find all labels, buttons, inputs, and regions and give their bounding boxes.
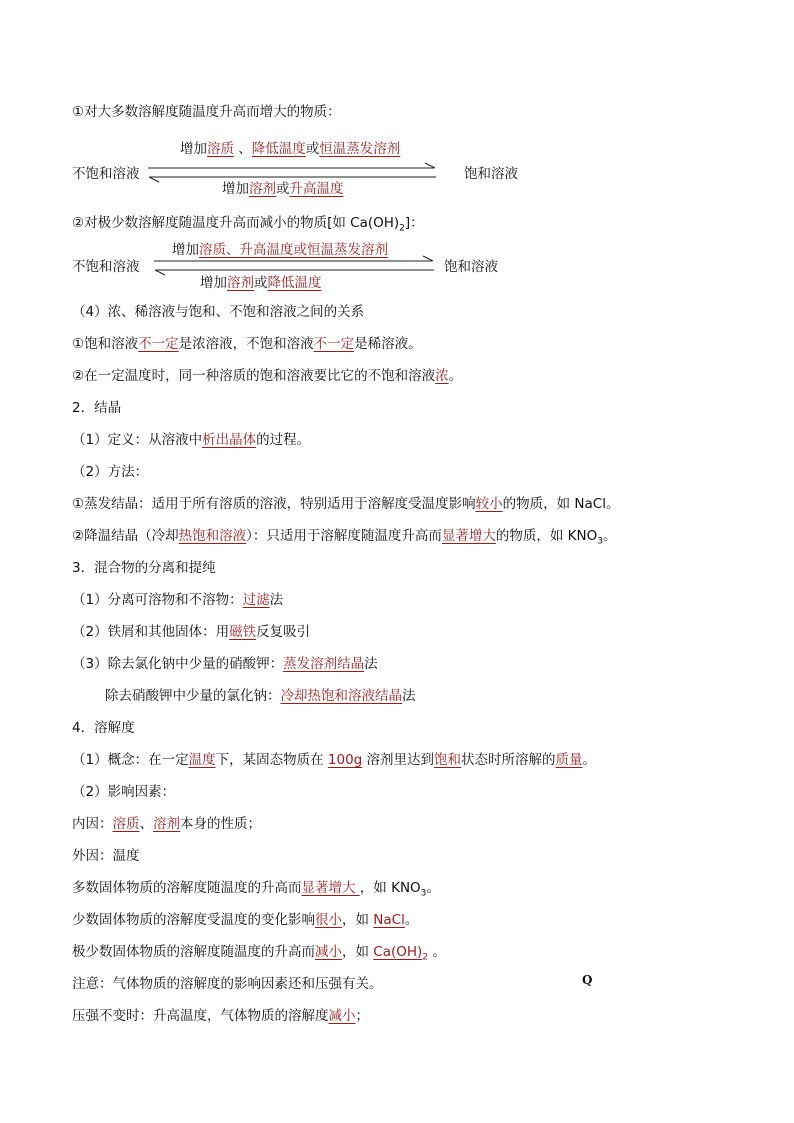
- diagram2-right-label: 饱和溶液: [444, 259, 498, 275]
- relation-line-2: ②在一定温度时，同一种溶质的饱和溶液要比它的不饱和溶液浓。: [72, 368, 463, 384]
- section-separation-title: 3．混合物的分离和提纯: [72, 560, 216, 576]
- separation-item-2: （2）铁屑和其他固体：用磁铁反复吸引: [72, 624, 311, 640]
- crystal-method-title: （2）方法：: [72, 464, 149, 480]
- separation-item-1: （1）分离可溶物和不溶物：过滤法: [72, 592, 284, 608]
- relation-line-1: ①饱和溶液不一定是浓溶液，不饱和溶液不一定是稀溶液。: [72, 336, 422, 352]
- separation-item-3: （3）除去氯化钠中少量的硝酸钾：蒸发溶剂结晶法: [72, 656, 378, 672]
- solubility-gas-note: 注意：气体物质的溶解度的影响因素还和压强有关。: [72, 976, 383, 992]
- relation-title: （4）浓、稀溶液与饱和、不饱和溶液之间的关系: [72, 304, 365, 320]
- crystal-method-2: ②降温结晶（冷却热饱和溶液）：只适用于溶解度随温度升高而显著增大的物质，如 $KNO_3$。: [72, 528, 617, 547]
- diagram2-heading: ②对极少数溶解度随温度升高而减小的物质[如 $Ca(OH)_2$]：: [72, 215, 424, 234]
- solubility-concept: （1）概念：在一定温度下，某固态物质在 100g 溶剂里达到饱和状态时所溶解的质量。: [72, 752, 597, 768]
- diagram1-reverse-label: 增加溶剂或升高温度: [222, 181, 344, 197]
- section-solubility-title: 4．溶解度: [72, 720, 135, 736]
- solubility-external-factor: 外因：温度: [72, 848, 140, 864]
- solubility-factors-title: （2）影响因素：: [72, 784, 176, 800]
- diagram1-heading: ①对大多数溶解度随温度升高而增大的物质：: [72, 104, 341, 120]
- solubility-point-1: 多数固体物质的溶解度随温度的升高而显著增大 ，如 $KNO_3$。: [72, 880, 440, 899]
- diagram2-reverse-label: 增加溶剂或降低温度: [200, 275, 322, 291]
- section-crystallization-title: 2．结晶: [72, 400, 122, 416]
- separation-item-4: 除去硝酸钾中少量的氯化钠：冷却热饱和溶液结晶法: [105, 688, 416, 704]
- diagram1-forward-label: 增加溶质 、降低温度或恒温蒸发溶剂: [180, 141, 401, 157]
- solubility-gas-pressure: 压强不变时：升高温度，气体物质的溶解度减小；: [72, 1008, 369, 1024]
- crystal-definition: （1）定义：从溶液中析出晶体的过程。: [72, 432, 311, 448]
- solubility-point-2: 少数固体物质的溶解度受温度的变化影响很小，如 NaCl。: [72, 912, 419, 928]
- crystal-method-1: ①蒸发结晶：适用于所有溶质的溶液，特别适用于溶解度受温度影响较小的物质，如 NaCl。: [72, 496, 620, 512]
- solubility-point-3: 极少数固体物质的溶解度随温度的升高而减小，如 $Ca(OH)_2$ 。: [72, 944, 446, 963]
- diagram2-left-label: 不饱和溶液: [72, 259, 140, 275]
- margin-mark: Q: [582, 973, 593, 987]
- solubility-internal-factor: 内因：溶质、溶剂本身的性质；: [72, 816, 261, 832]
- diagram1-left-label: 不饱和溶液: [72, 166, 140, 182]
- diagram2-forward-label: 增加溶质、升高温度或恒温蒸发溶剂: [172, 242, 388, 258]
- diagram1-right-label: 饱和溶液: [464, 166, 518, 182]
